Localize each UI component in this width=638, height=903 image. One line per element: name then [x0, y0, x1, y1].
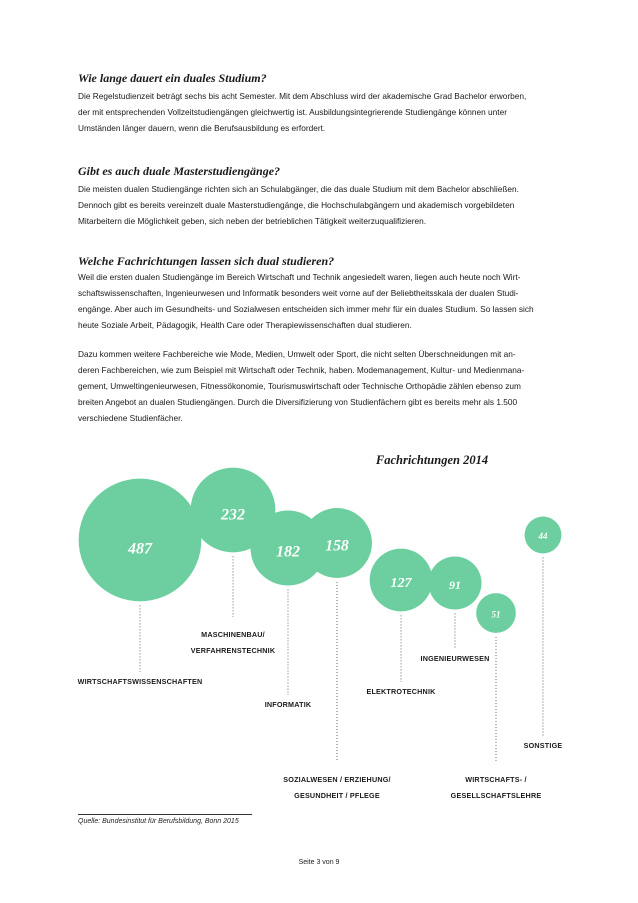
bubble-value: 91 — [449, 577, 461, 592]
bubble-label: GESELLSCHAFTSLEHRE — [450, 791, 542, 800]
section-heading: Wie lange dauert ein duales Studium? — [78, 71, 267, 85]
bubble-label: MASCHINENBAU/ — [201, 630, 265, 639]
text-line: breiten Angebot an dualen Studiengängen. Durch die Diversifizierung von Studienfächern gibt es bereits mehr als 1.500 — [78, 397, 518, 407]
section-heading: Gibt es auch duale Masterstudiengänge? — [78, 164, 281, 178]
bubble-label: INFORMATIK — [264, 700, 312, 709]
text-line: heute Soziale Arbeit, Pädagogik, Health Care oder Therapiewissenschaften dual studieren. — [78, 320, 412, 330]
bubble-label: SONSTIGE — [523, 741, 563, 750]
bubble-value: 158 — [325, 537, 349, 555]
bubble-label: VERFAHRENSTECHNIK — [190, 646, 276, 655]
bubble-value: 182 — [276, 543, 300, 561]
bubble-value: 51 — [491, 609, 501, 620]
footnote-divider — [78, 814, 252, 815]
section-heading: Welche Fachrichtungen lassen sich dual studieren? — [78, 254, 335, 268]
text-line: Mitarbeitern die Möglichkeit geben, sich neben der betrieblichen Tätigkeit weiterzuqualifizieren. — [78, 216, 427, 226]
text-line: deren Fachbereichen, wie zum Beispiel mit Wirtschaft oder Technik, haben. Modemanagement, Kultur- und Medienmana- — [78, 365, 525, 375]
text-line: der mit entsprechenden Vollzeitstudiengängen gleichwertig ist. Ausbildungsintegrierende Studiengänge können unter — [78, 107, 507, 117]
page-number: Seite 3 von 9 — [298, 859, 340, 866]
text-line: Dennoch gibt es bereits vereinzelt duale Masterstudiengänge, die Hochschulabgängern und akademisch vorgebildeten — [78, 200, 515, 210]
bubble-value: 487 — [128, 540, 152, 558]
bubble-label: GESUNDHEIT / PFLEGE — [294, 791, 380, 800]
text-line: Dazu kommen weitere Fachbereiche wie Mode, Medien, Umwelt oder Sport, die nicht selten Überschneidungen mit an- — [78, 349, 516, 359]
bubble-value: 44 — [538, 531, 548, 542]
text-line: Die meisten dualen Studiengänge richten sich an Schulabgänger, die das duale Studium mit dem Bachelor abschließen. — [78, 184, 519, 194]
bubble-label: WIRTSCHAFTS- / — [465, 775, 527, 784]
bubble-value: 232 — [221, 506, 245, 524]
source-note: Quelle: Bundesinstitut für Berufsbildung, Bonn 2015 — [78, 818, 239, 825]
chart-title: Fachrichtungen 2014 — [375, 453, 489, 467]
text-line: Die Regelstudienzeit beträgt sechs bis acht Semester. Mit dem Abschluss wird der akademische Grad Bachelor erworben, — [78, 91, 527, 101]
bubble-group — [78, 468, 563, 800]
bubble-value: 127 — [390, 574, 412, 591]
bubble-label: INGENIEURWESEN — [420, 654, 490, 663]
text-line: Umständen länger dauern, wenn die Berufsausbildung es erfordert. — [78, 123, 326, 133]
text-line: verschiedene Studienfächer. — [78, 413, 183, 423]
bubble-label: WIRTSCHAFTSWISSENSCHAFTEN — [77, 677, 203, 686]
text-line: schaftswissenschaften, Ingenieurwesen und Informatik besonders weit vorne auf der Beliebtheitsskala der dualen Studi- — [78, 288, 519, 298]
text-line: Weil die ersten dualen Studiengänge im Bereich Wirtschaft und Technik angesiedelt waren, liegen auch heute noch Wirt- — [78, 272, 521, 282]
text-line: gement, Umweltingenieurwesen, Fitnessökonomie, Tourismuswirtschaft oder Technische Orthopädie zählen ebenso zum — [78, 381, 521, 391]
bubble-label: ELEKTROTECHNIK — [366, 687, 436, 696]
bubble-label: SOZIALWESEN / ERZIEHUNG/ — [283, 775, 391, 784]
text-line: engänge. Aber auch im Gesundheits- und Sozialwesen entscheiden sich immer mehr für ein duales Studium. So lassen sich — [78, 304, 534, 314]
